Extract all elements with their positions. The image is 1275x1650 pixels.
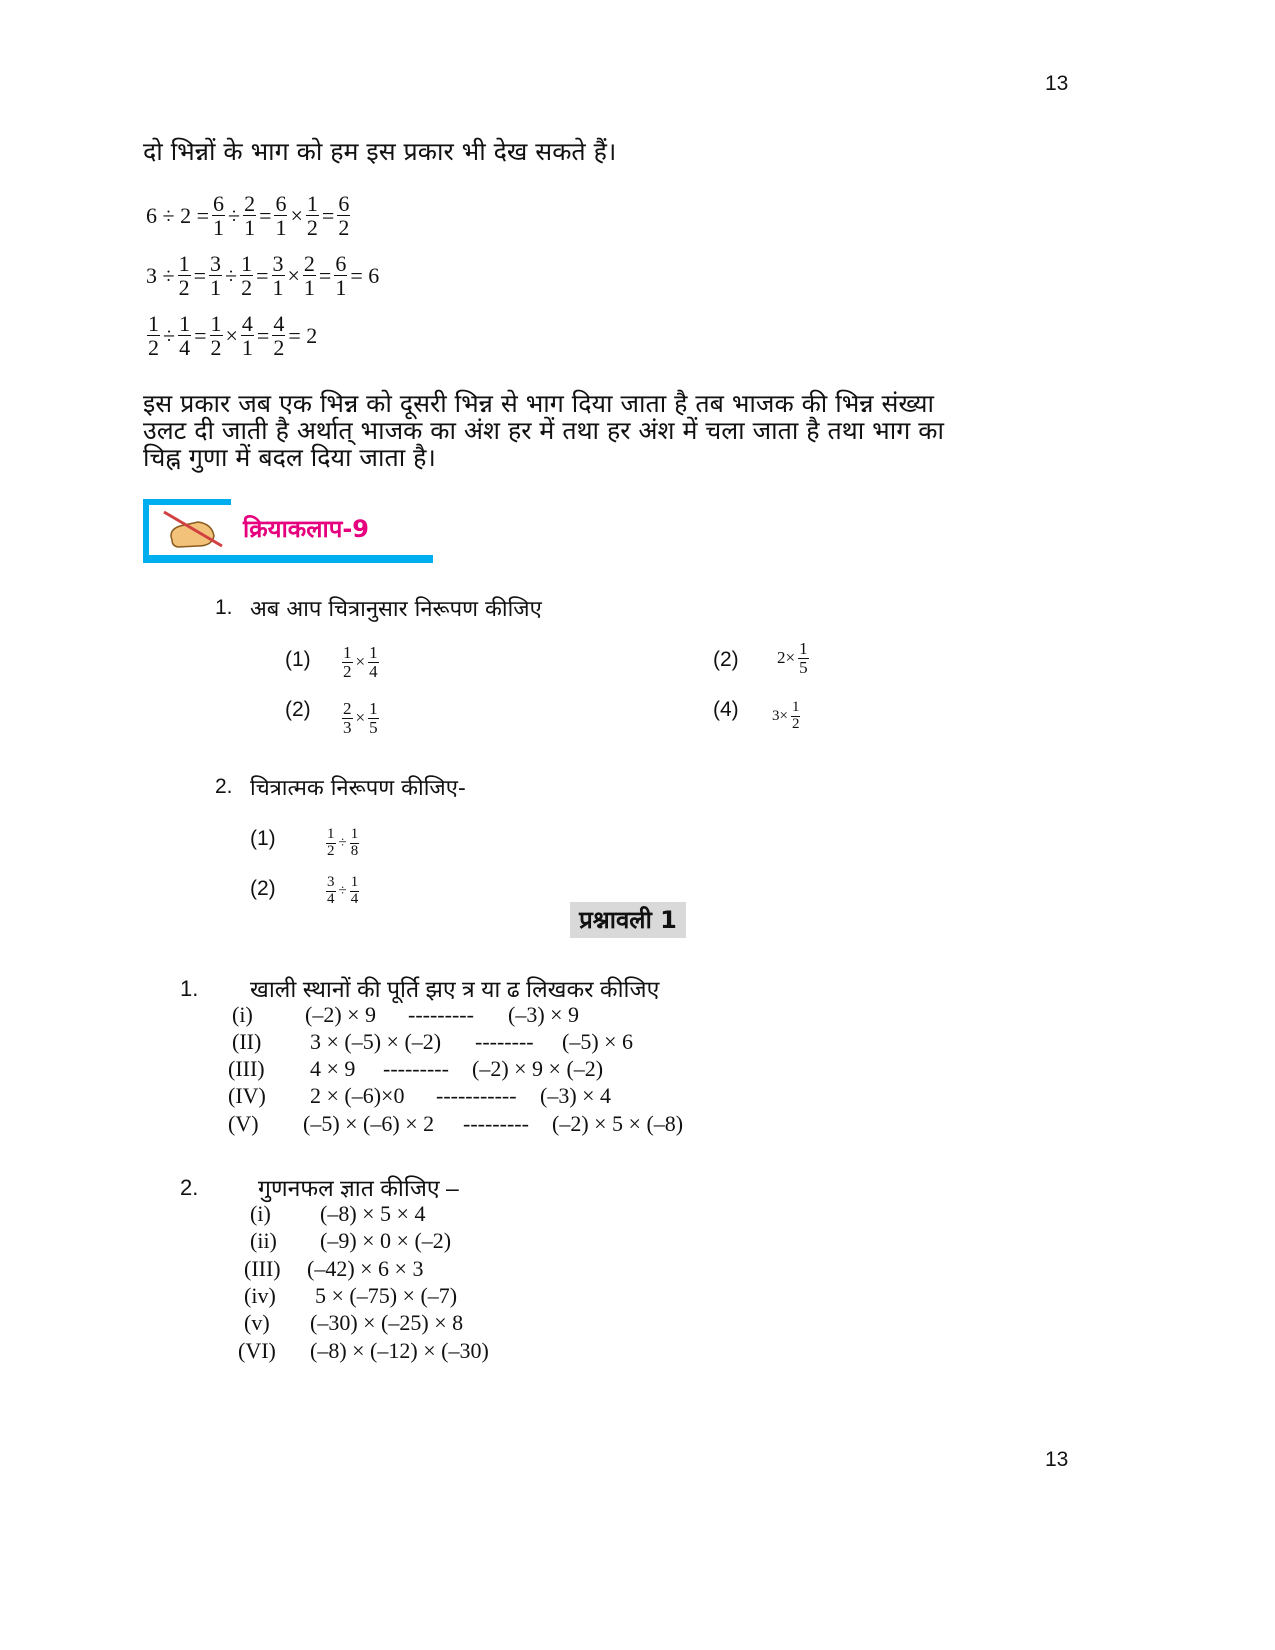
fraction bbox=[798, 640, 809, 677]
row-blank: ----------- bbox=[436, 1083, 517, 1108]
explanation-line-2: उलट दी जाती है अर्थात् भाजक का अंश हर में तथा हर अंश में चला जाता है तथा भाग का bbox=[143, 416, 944, 445]
fraction bbox=[342, 700, 353, 737]
fraction bbox=[240, 252, 253, 299]
denominator: 2 bbox=[338, 215, 350, 241]
activity-q1-number: 1. bbox=[215, 596, 233, 619]
q2-part-expr bbox=[324, 875, 361, 908]
denominator: 1 bbox=[212, 215, 224, 241]
numerator: 6 bbox=[212, 191, 224, 216]
operator: = 2 bbox=[288, 322, 318, 348]
denominator: 5 bbox=[369, 717, 378, 737]
fraction bbox=[209, 252, 222, 299]
row-blank: -------- bbox=[475, 1029, 534, 1054]
row-label: (iv) bbox=[244, 1282, 276, 1308]
row-label: (V) bbox=[228, 1111, 259, 1136]
denominator: 1 bbox=[272, 275, 284, 301]
denominator: 2 bbox=[327, 842, 335, 859]
operator: = bbox=[318, 262, 332, 288]
denominator: 3 bbox=[343, 717, 352, 737]
row-label: (v) bbox=[244, 1310, 270, 1336]
row-expr: (–9) × 0 × (–2) bbox=[320, 1228, 452, 1254]
row-label: (III) bbox=[244, 1255, 281, 1281]
q1-part-label: (1) bbox=[285, 648, 311, 671]
fraction bbox=[178, 312, 191, 359]
fraction bbox=[791, 700, 801, 733]
row-left: (–5) × (–6) × 2 bbox=[303, 1111, 435, 1136]
operator: ÷ bbox=[338, 834, 347, 851]
page-number-bottom: 13 bbox=[1045, 1448, 1069, 1471]
fraction bbox=[326, 827, 336, 860]
row-left: (–2) × 9 bbox=[305, 1002, 377, 1027]
fraction bbox=[210, 312, 223, 359]
fraction bbox=[350, 875, 360, 908]
row-expr: (–8) × 5 × 4 bbox=[320, 1201, 426, 1226]
exercise-title: प्रश्नावली 1 bbox=[570, 902, 686, 938]
fraction bbox=[326, 875, 336, 908]
numerator: 1 bbox=[350, 826, 359, 842]
numerator: 1 bbox=[210, 311, 222, 336]
operator: = bbox=[256, 262, 269, 288]
denominator: 8 bbox=[350, 842, 359, 859]
numerator: 1 bbox=[369, 643, 378, 662]
q2-part-label: (2) bbox=[250, 877, 276, 900]
denominator: 1 bbox=[241, 335, 253, 361]
q1-part-expr bbox=[771, 700, 802, 733]
activity-q1-text: अब आप चित्रानुसार निरूपण कीजिए bbox=[250, 597, 542, 622]
row-expr: 5 × (–75) × (–7) bbox=[315, 1282, 458, 1308]
row-right: (–2) × 9 × (–2) bbox=[472, 1056, 604, 1081]
denominator: 2 bbox=[273, 335, 285, 361]
denominator: 2 bbox=[241, 275, 253, 301]
numerator: 6 bbox=[275, 191, 287, 216]
equation-3 bbox=[145, 312, 318, 359]
operator: × bbox=[225, 322, 238, 348]
numerator: 6 bbox=[335, 251, 347, 276]
exercise2-number: 2. bbox=[180, 1175, 199, 1200]
activity-border-left bbox=[143, 499, 149, 563]
numerator: 1 bbox=[241, 251, 253, 276]
fraction bbox=[272, 252, 285, 299]
numerator: 1 bbox=[343, 643, 352, 662]
operator: = bbox=[321, 202, 335, 228]
activity-title: क्रियाकलाप-9 bbox=[243, 515, 369, 543]
numerator: 3 bbox=[272, 251, 284, 276]
operator: × bbox=[355, 708, 366, 728]
q2-part-expr bbox=[324, 827, 361, 860]
operator: = 6 bbox=[350, 262, 380, 288]
denominator: 4 bbox=[369, 661, 378, 681]
operator: 3 ÷ bbox=[146, 262, 175, 288]
operator: = bbox=[193, 262, 206, 288]
fraction bbox=[147, 312, 160, 359]
hand-writing-icon bbox=[162, 510, 226, 554]
denominator: 4 bbox=[327, 890, 335, 907]
denominator: 1 bbox=[335, 275, 347, 301]
numerator: 2 bbox=[244, 191, 256, 216]
denominator: 2 bbox=[148, 335, 159, 361]
equation-1 bbox=[145, 192, 352, 239]
fraction bbox=[303, 252, 316, 299]
numerator: 1 bbox=[327, 826, 335, 842]
denominator: 2 bbox=[306, 215, 318, 241]
operator: × bbox=[355, 652, 366, 672]
numerator: 1 bbox=[350, 874, 359, 890]
numerator: 1 bbox=[178, 251, 190, 276]
row-expr: (–30) × (–25) × 8 bbox=[310, 1310, 464, 1336]
numerator: 1 bbox=[179, 311, 191, 336]
denominator: 1 bbox=[210, 275, 221, 301]
numerator: 1 bbox=[369, 699, 378, 718]
fraction bbox=[334, 252, 347, 299]
row-label: (II) bbox=[232, 1029, 262, 1054]
explanation-line-3: चिह्न गुणा में बदल दिया जाता है। bbox=[143, 443, 436, 472]
fraction bbox=[243, 192, 256, 239]
row-label: (III) bbox=[228, 1056, 265, 1081]
row-blank: --------- bbox=[408, 1002, 474, 1027]
row-right: (–3) × 4 bbox=[540, 1083, 612, 1108]
operator: 6 ÷ 2 = bbox=[146, 202, 209, 228]
equation-2 bbox=[145, 252, 380, 299]
q1-part-label: (2) bbox=[285, 698, 311, 721]
fraction bbox=[368, 644, 379, 681]
denominator: 1 bbox=[275, 215, 287, 241]
row-right: (–3) × 9 bbox=[508, 1002, 580, 1027]
numerator: 1 bbox=[306, 191, 318, 216]
numerator: 2 bbox=[343, 699, 352, 718]
row-blank: --------- bbox=[463, 1111, 529, 1136]
operator: = bbox=[259, 202, 272, 228]
denominator: 2 bbox=[343, 661, 352, 681]
q1-part-expr bbox=[340, 644, 381, 681]
row-label: (IV) bbox=[228, 1083, 266, 1108]
denominator: 4 bbox=[350, 890, 359, 907]
row-expr: (–8) × (–12) × (–30) bbox=[310, 1337, 489, 1363]
fraction bbox=[337, 192, 350, 239]
operator: = bbox=[256, 322, 270, 348]
fraction bbox=[350, 827, 360, 860]
intro-text: दो भिन्नों के भाग को हम इस प्रकार भी देख सकते हैं। bbox=[143, 137, 617, 166]
numerator: 3 bbox=[327, 874, 335, 890]
numerator: 1 bbox=[791, 699, 800, 715]
exercise2-heading: गुणनफल ज्ञात कीजिए – bbox=[258, 1175, 459, 1201]
page-number-top: 13 bbox=[1045, 72, 1069, 95]
fraction bbox=[342, 644, 353, 681]
q2-part-label: (1) bbox=[250, 827, 276, 850]
fraction bbox=[368, 700, 379, 737]
operator: ÷ bbox=[227, 202, 241, 228]
q1-part-expr bbox=[776, 640, 811, 677]
operator: ÷ bbox=[338, 882, 347, 899]
row-right: (–2) × 5 × (–8) bbox=[552, 1111, 684, 1136]
denominator: 5 bbox=[799, 657, 808, 677]
numerator: 1 bbox=[799, 639, 808, 658]
operator: × bbox=[287, 262, 300, 288]
numerator: 4 bbox=[241, 311, 253, 336]
row-label: (i) bbox=[250, 1201, 271, 1226]
row-label: (VI) bbox=[238, 1337, 276, 1363]
q1-part-label: (4) bbox=[713, 698, 739, 721]
row-right: (–5) × 6 bbox=[562, 1029, 634, 1054]
row-left: 2 × (–6)×0 bbox=[310, 1083, 405, 1108]
row-left: 4 × 9 bbox=[310, 1056, 356, 1081]
fraction bbox=[178, 252, 191, 299]
fraction bbox=[274, 192, 287, 239]
fraction bbox=[241, 312, 254, 359]
fraction bbox=[306, 192, 319, 239]
denominator: 4 bbox=[179, 335, 191, 361]
numerator: 6 bbox=[338, 191, 350, 216]
exercise1-number: 1. bbox=[180, 976, 199, 1001]
explanation-line-1: इस प्रकार जब एक भिन्न को दूसरी भिन्न से भाग दिया जाता है तब भाजक की भिन्न संख्या bbox=[143, 389, 934, 418]
operator: 2× bbox=[777, 648, 796, 668]
numerator: 2 bbox=[303, 251, 315, 276]
operator: 3× bbox=[772, 707, 788, 724]
operator: ÷ bbox=[225, 262, 238, 288]
operator: ÷ bbox=[163, 322, 176, 348]
denominator: 1 bbox=[303, 275, 315, 301]
fraction bbox=[272, 312, 285, 359]
denominator: 2 bbox=[210, 335, 222, 361]
q1-part-expr bbox=[340, 700, 381, 737]
denominator: 1 bbox=[244, 215, 256, 241]
row-label: (i) bbox=[232, 1002, 253, 1027]
denominator: 2 bbox=[178, 275, 190, 301]
q1-part-label: (2) bbox=[713, 648, 739, 671]
operator: = bbox=[194, 322, 207, 348]
denominator: 2 bbox=[791, 715, 800, 732]
activity-border-top bbox=[143, 499, 231, 505]
numerator: 4 bbox=[273, 311, 285, 336]
fraction bbox=[212, 192, 225, 239]
row-label: (ii) bbox=[250, 1228, 277, 1254]
row-left: 3 × (–5) × (–2) bbox=[310, 1029, 442, 1054]
activity-border-bottom bbox=[143, 555, 433, 563]
exercise1-heading: खाली स्थानों की पूर्ति झए त्र या ढ लिखकर कीजिए bbox=[250, 976, 660, 1002]
numerator: 1 bbox=[148, 311, 159, 336]
activity-q2-number: 2. bbox=[215, 775, 233, 798]
row-expr: (–42) × 6 × 3 bbox=[307, 1255, 424, 1281]
row-blank: --------- bbox=[383, 1056, 449, 1081]
operator: × bbox=[290, 202, 303, 228]
activity-q2-text: चित्रात्मक निरूपण कीजिए- bbox=[250, 776, 466, 801]
numerator: 3 bbox=[210, 251, 221, 276]
